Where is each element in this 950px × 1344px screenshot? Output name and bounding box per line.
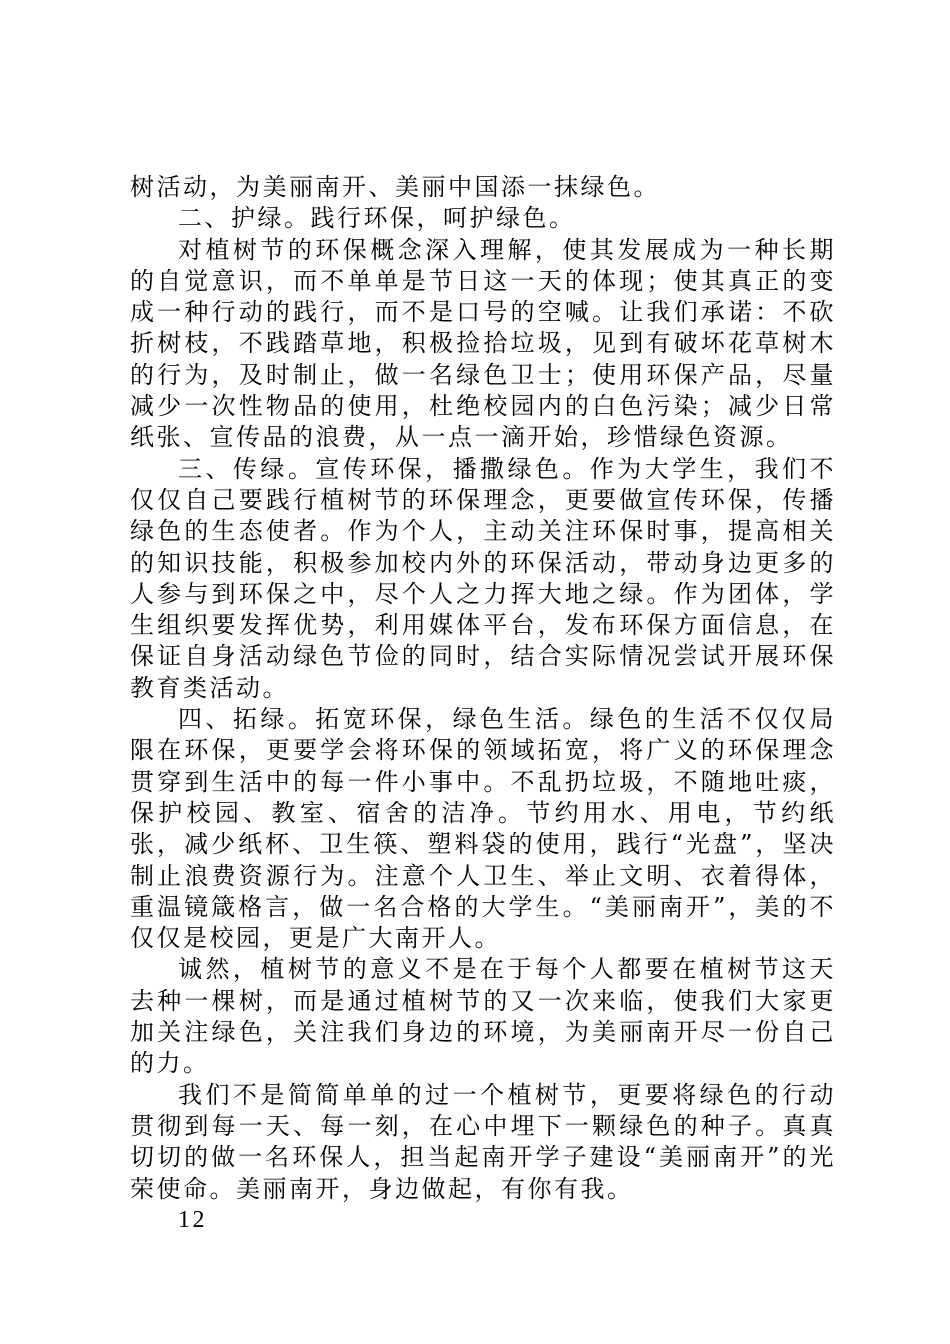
paragraph-section-three: 三、传绿。宣传环保，播撒绿色。作为大学生，我们不仅仅自己要践行植树节的环保理念，更要做宣传环保，传播绿色的生态使者。作为个人，主动关注环保时事，提高相关的知识技能，积极参加校内外的环保活动，带动身边更多的人参与到环保之中，尽个人之力挥大地之绿。作为团体，学生组织要发挥优势，利用媒体平台，发布环保方面信息，在保证自身活动绿色节俭的同时，结合实际情况尝试开展环保教育类活动。 — [130, 454, 836, 702]
document-page — [130, 172, 836, 1236]
paragraph-conclusion: 诚然，植树节的意义不是在于每个人都要在植树节这天去种一棵树，而是通过植树节的又一次来临，使我们大家更加关注绿色，关注我们身边的环境，为美丽南开尽一份自己的力。 — [130, 955, 836, 1078]
page-number: 12 — [178, 1206, 207, 1233]
paragraph-section-two-body: 对植树节的环保概念深入理解，使其发展成为一种长期的自觉意识，而不单单是节日这一天的体现；使其真正的变成一种行动的践行，而不是口号的空喊。让我们承诺：不砍折树枝，不践踏草地，积极捡拾垃圾，见到有破坏花草树木的行为，及时制止，做一名绿色卫士；使用环保产品，尽量减少一次性物品的使用，杜绝校园内的白色污染；减少日常纸张、宣传品的浪费，从一点一滴开始，珍惜绿色资源。 — [130, 235, 836, 452]
paragraph-section-four: 四、拓绿。拓宽环保，绿色生活。绿色的生活不仅仅局限在环保，更要学会将环保的领域拓宽，将广义的环保理念贯穿到生活中的每一件小事中。不乱扔垃圾，不随地吐痰，保护校园、教室、宿舍的洁净。节约用水、用电，节约纸张，减少纸杯、卫生筷、塑料袋的使用，践行“光盘”，坚决制止浪费资源行为。注意个人卫生、举止文明、衣着得体，重温镜箴格言，做一名合格的大学生。“美丽南开”，美的不仅仅是校园，更是广大南开人。 — [130, 705, 836, 953]
paragraph-continuation: 树活动，为美丽南开、美丽中国添一抹绿色。 — [130, 173, 660, 201]
paragraph-closing: 我们不是简简单单的过一个植树节，更要将绿色的行动贯彻到每一天、每一刻，在心中埋下一颗绿色的种子。真真切切的做一名环保人，担当起南开学子建设“美丽南开”的光荣使命。美丽南开，身边做起，有你有我。 — [130, 1080, 836, 1203]
paragraph-section-two-heading: 二、护绿。践行环保，呵护绿色。 — [178, 204, 576, 233]
